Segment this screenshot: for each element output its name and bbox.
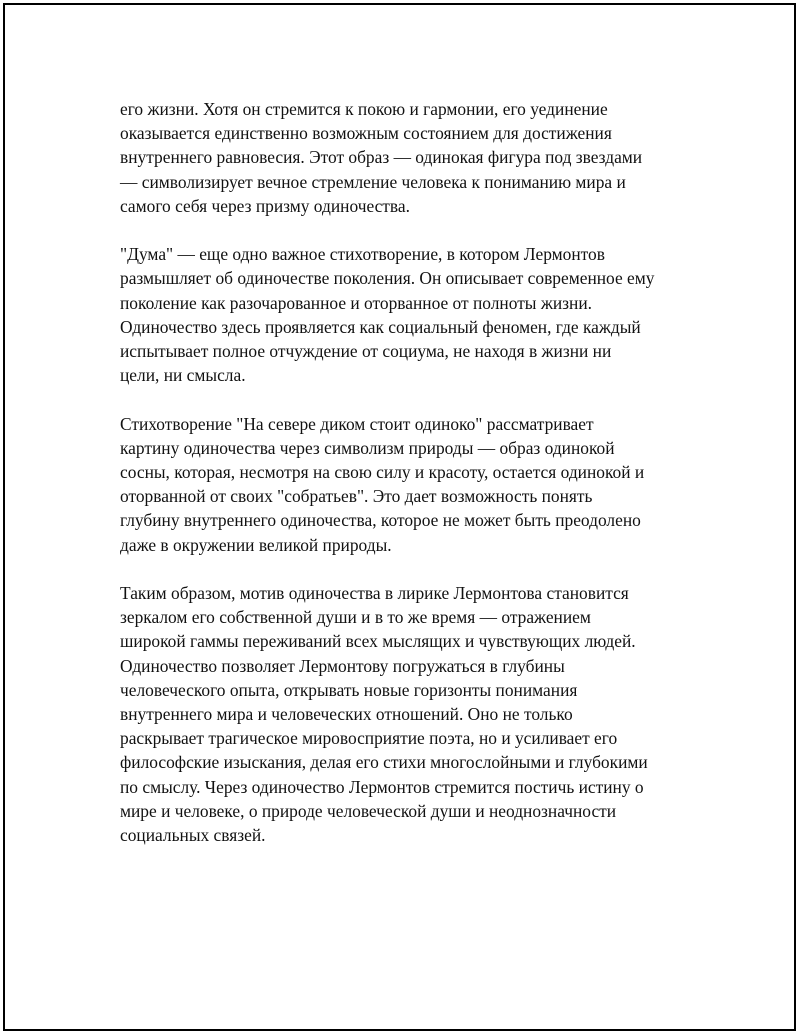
paragraph-1: его жизни. Хотя он стремится к покою и гармонии, его уединение оказывается единственно возможным состоянием для достижения внутреннего равновесия. Этот образ — одинокая фигура под звездами — символизирует вечное стремление человека к пониманию мира и самого себя через призму одиночества. [120,99,643,216]
paragraph-3: Стихотворение "На севере диком стоит одиноко" рассматривает картину одиночества через символизм природы — образ одинокой сосны, которая, несмотря на свою силу и красоту, остается одинокой и оторванной от своих "собратьев". Это дает возможность понять глубину внутреннего одиночества, которое не может быть преодолено даже в окружении великой природы. [120,413,645,555]
document-page [3,3,796,1031]
paragraph-4: Таким образом, мотив одиночества в лирике Лермонтова становится зеркалом его собственной души и в то же время — отражением широкой гаммы переживаний всех мыслящих и чувствующих людей. Одиночество позволяет Лермонтову погружаться в глубины человеческого опыта, открывать новые горизонты понимания внутреннего мира и человеческих отношений. Оно не только раскрывает трагическое мировосприятие поэта, но и усиливает его философские изыскания, делая его стихи многослойными и глубокими по смыслу. Через одиночество Лермонтов стремится постичь истину о мире и человеке, о природе человеческой души и неоднозначности социальных связей. [120,583,648,846]
document-body [120,97,710,871]
paragraph-2: "Дума" — еще одно важное стихотворение, в котором Лермонтов размышляет об одиночестве поколения. Он описывает современное ему поколение как разочарованное и оторванное от полноты жизни. Одиночество здесь проявляется как социальный феномен, где каждый испытывает полное отчуждение от социума, не находя в жизни ни цели, ни смысла. [120,244,655,386]
